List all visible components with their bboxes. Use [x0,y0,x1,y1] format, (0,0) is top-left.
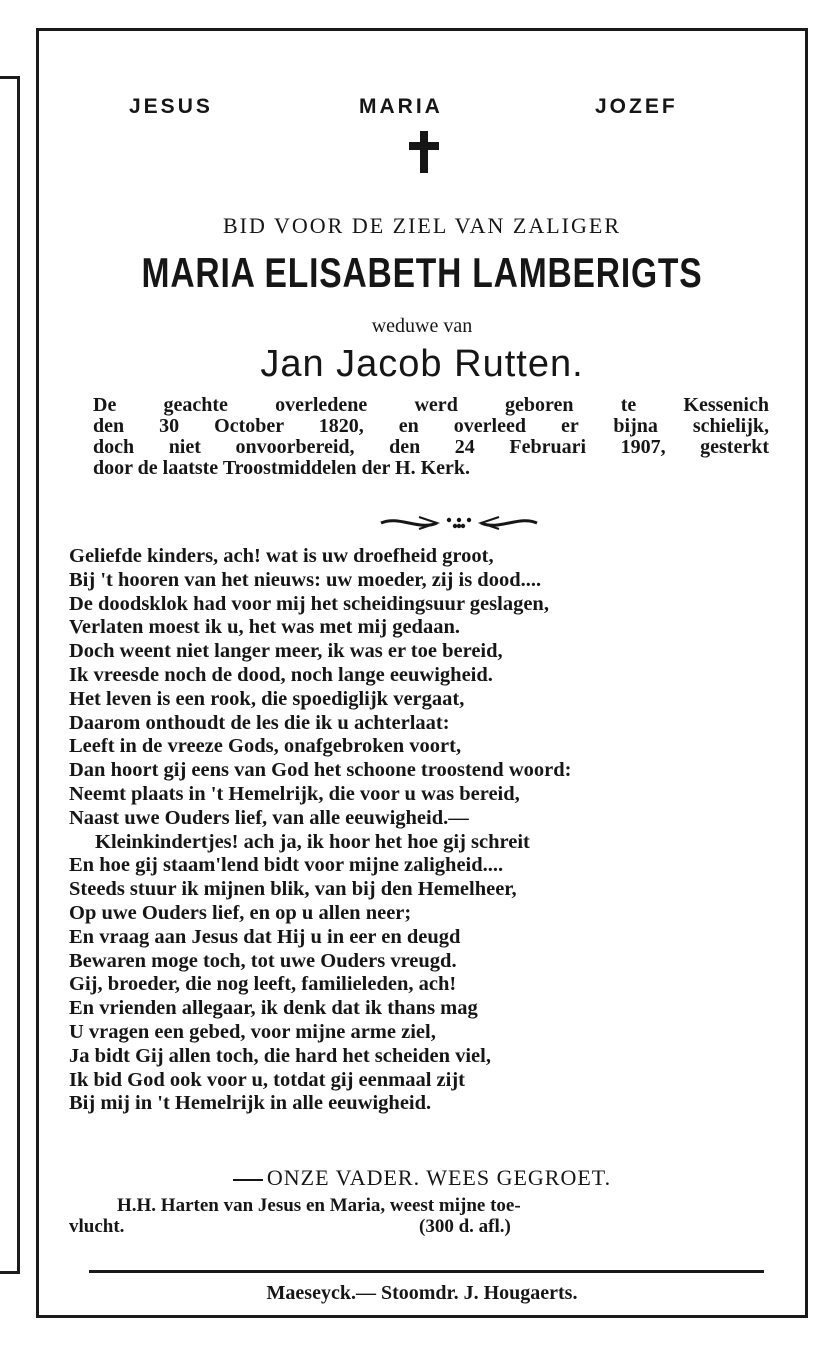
poem-line: Verlaten moest ik u, het was met mij gedaan. [69,616,460,639]
indulgence-line: H.H. Harten van Jesus en Maria, weest mijne toe- [117,1195,521,1216]
poem-line: Doch weent niet langer meer, ik was er toe bereid, [69,640,503,663]
memorial-poem [69,545,809,1116]
poem-line: Bij 't hooren van het nieuws: uw moeder, zij is dood.... [69,568,542,591]
poem-line: Dan hoort gij eens van God het schoone troostend woord: [69,759,572,782]
invocation-jesus: JESUS [129,95,213,118]
biography-line: doch niet onvoorbereid, den 24 Februari 1907, gesterkt [93,436,769,458]
indulgence-note [69,1195,809,1237]
spouse-name: Jan Jacob Rutten. [260,343,584,385]
poem-line: En vrienden allegaar, ik denk dat ik thans mag [69,997,478,1020]
deceased-name: MARIA ELISABETH LAMBERIGTS [141,249,703,296]
closing-prayers [39,1165,805,1191]
poem-line: En hoe gij staam'lend bidt voor mijne zaligheid.... [69,854,504,877]
poem-line: Het leven is een rook, die spoediglijk vergaat, [69,687,465,710]
dash-ornament [233,1179,263,1181]
ornament-divider-icon [379,511,539,535]
invocation-maria: MARIA [359,95,443,118]
poem-line: Op uwe Ouders lief, en op u allen neer; [69,901,412,924]
poem-line: U vragen een gebed, voor mijne arme ziel, [69,1020,436,1043]
biography [93,395,769,479]
poem-line: Gij, broeder, die nog leeft, familieleden, ach! [69,973,457,996]
poem-line: Neemt plaats in 't Hemelrijk, die voor u was bereid, [69,782,520,805]
printer-imprint: Maeseyck.— Stoomdr. J. Hougaerts. [266,1282,578,1304]
indulgence-line2: vlucht. [69,1216,125,1237]
closing-prayers-text: ONZE VADER. WEES GEGROET. [266,1165,612,1190]
poem-line: Bij mij in 't Hemelrijk in alle eeuwigheid. [69,1092,432,1115]
indulgence-note-days: (300 d. afl.) [419,1216,511,1237]
poem-line: Daarom onthoudt de les die ik u achterlaat: [69,711,450,734]
poem-line: Naast uwe Ouders lief, van alle eeuwigheid.— [69,806,469,829]
adjacent-card-edge [0,76,20,1274]
biography-line: door de laatste Troostmiddelen der H. Kerk. [93,457,471,479]
biography-line: De geachte overledene werd geboren te Kessenich [93,394,769,416]
biography-line: den 30 October 1820, en overleed er bijna schielijk, [93,415,769,437]
poem-line: Leeft in de vreeze Gods, onafgebroken voort, [69,735,462,758]
invocation-jozef: JOZEF [595,95,678,118]
poem-line: Ik vreesde noch de dood, noch lange eeuwigheid. [69,663,493,686]
divider-rule [89,1270,764,1273]
invocation-header [39,95,805,125]
poem-line: Kleinkindertjes! ach ja, ik hoor het hoe gij schreit [95,830,530,853]
poem-line: Geliefde kinders, ach! wat is uw droefheid groot, [69,545,494,567]
poem-line: De doodsklok had voor mij het scheidingsuur geslagen, [69,592,549,615]
poem-line: Ik bid God ook voor u, totdat gij eenmaal zijt [69,1068,465,1091]
indulgence-line [69,1216,809,1237]
poem-line: Steeds stuur ik mijnen blik, van bij den Hemelheer, [69,878,517,901]
poem-line: Bewaren moge toch, tot uwe Ouders vreugd. [69,949,457,972]
poem-line: En vraag aan Jesus dat Hij u in eer en deugd [69,925,461,948]
cross-icon [409,131,439,173]
relation-label: weduwe van [371,315,473,337]
prayer-request: BID VOOR DE ZIEL VAN ZALIGER [223,213,621,238]
poem-line: Ja bidt Gij allen toch, die hard het scheiden viel, [69,1044,491,1067]
memorial-card [36,28,808,1318]
